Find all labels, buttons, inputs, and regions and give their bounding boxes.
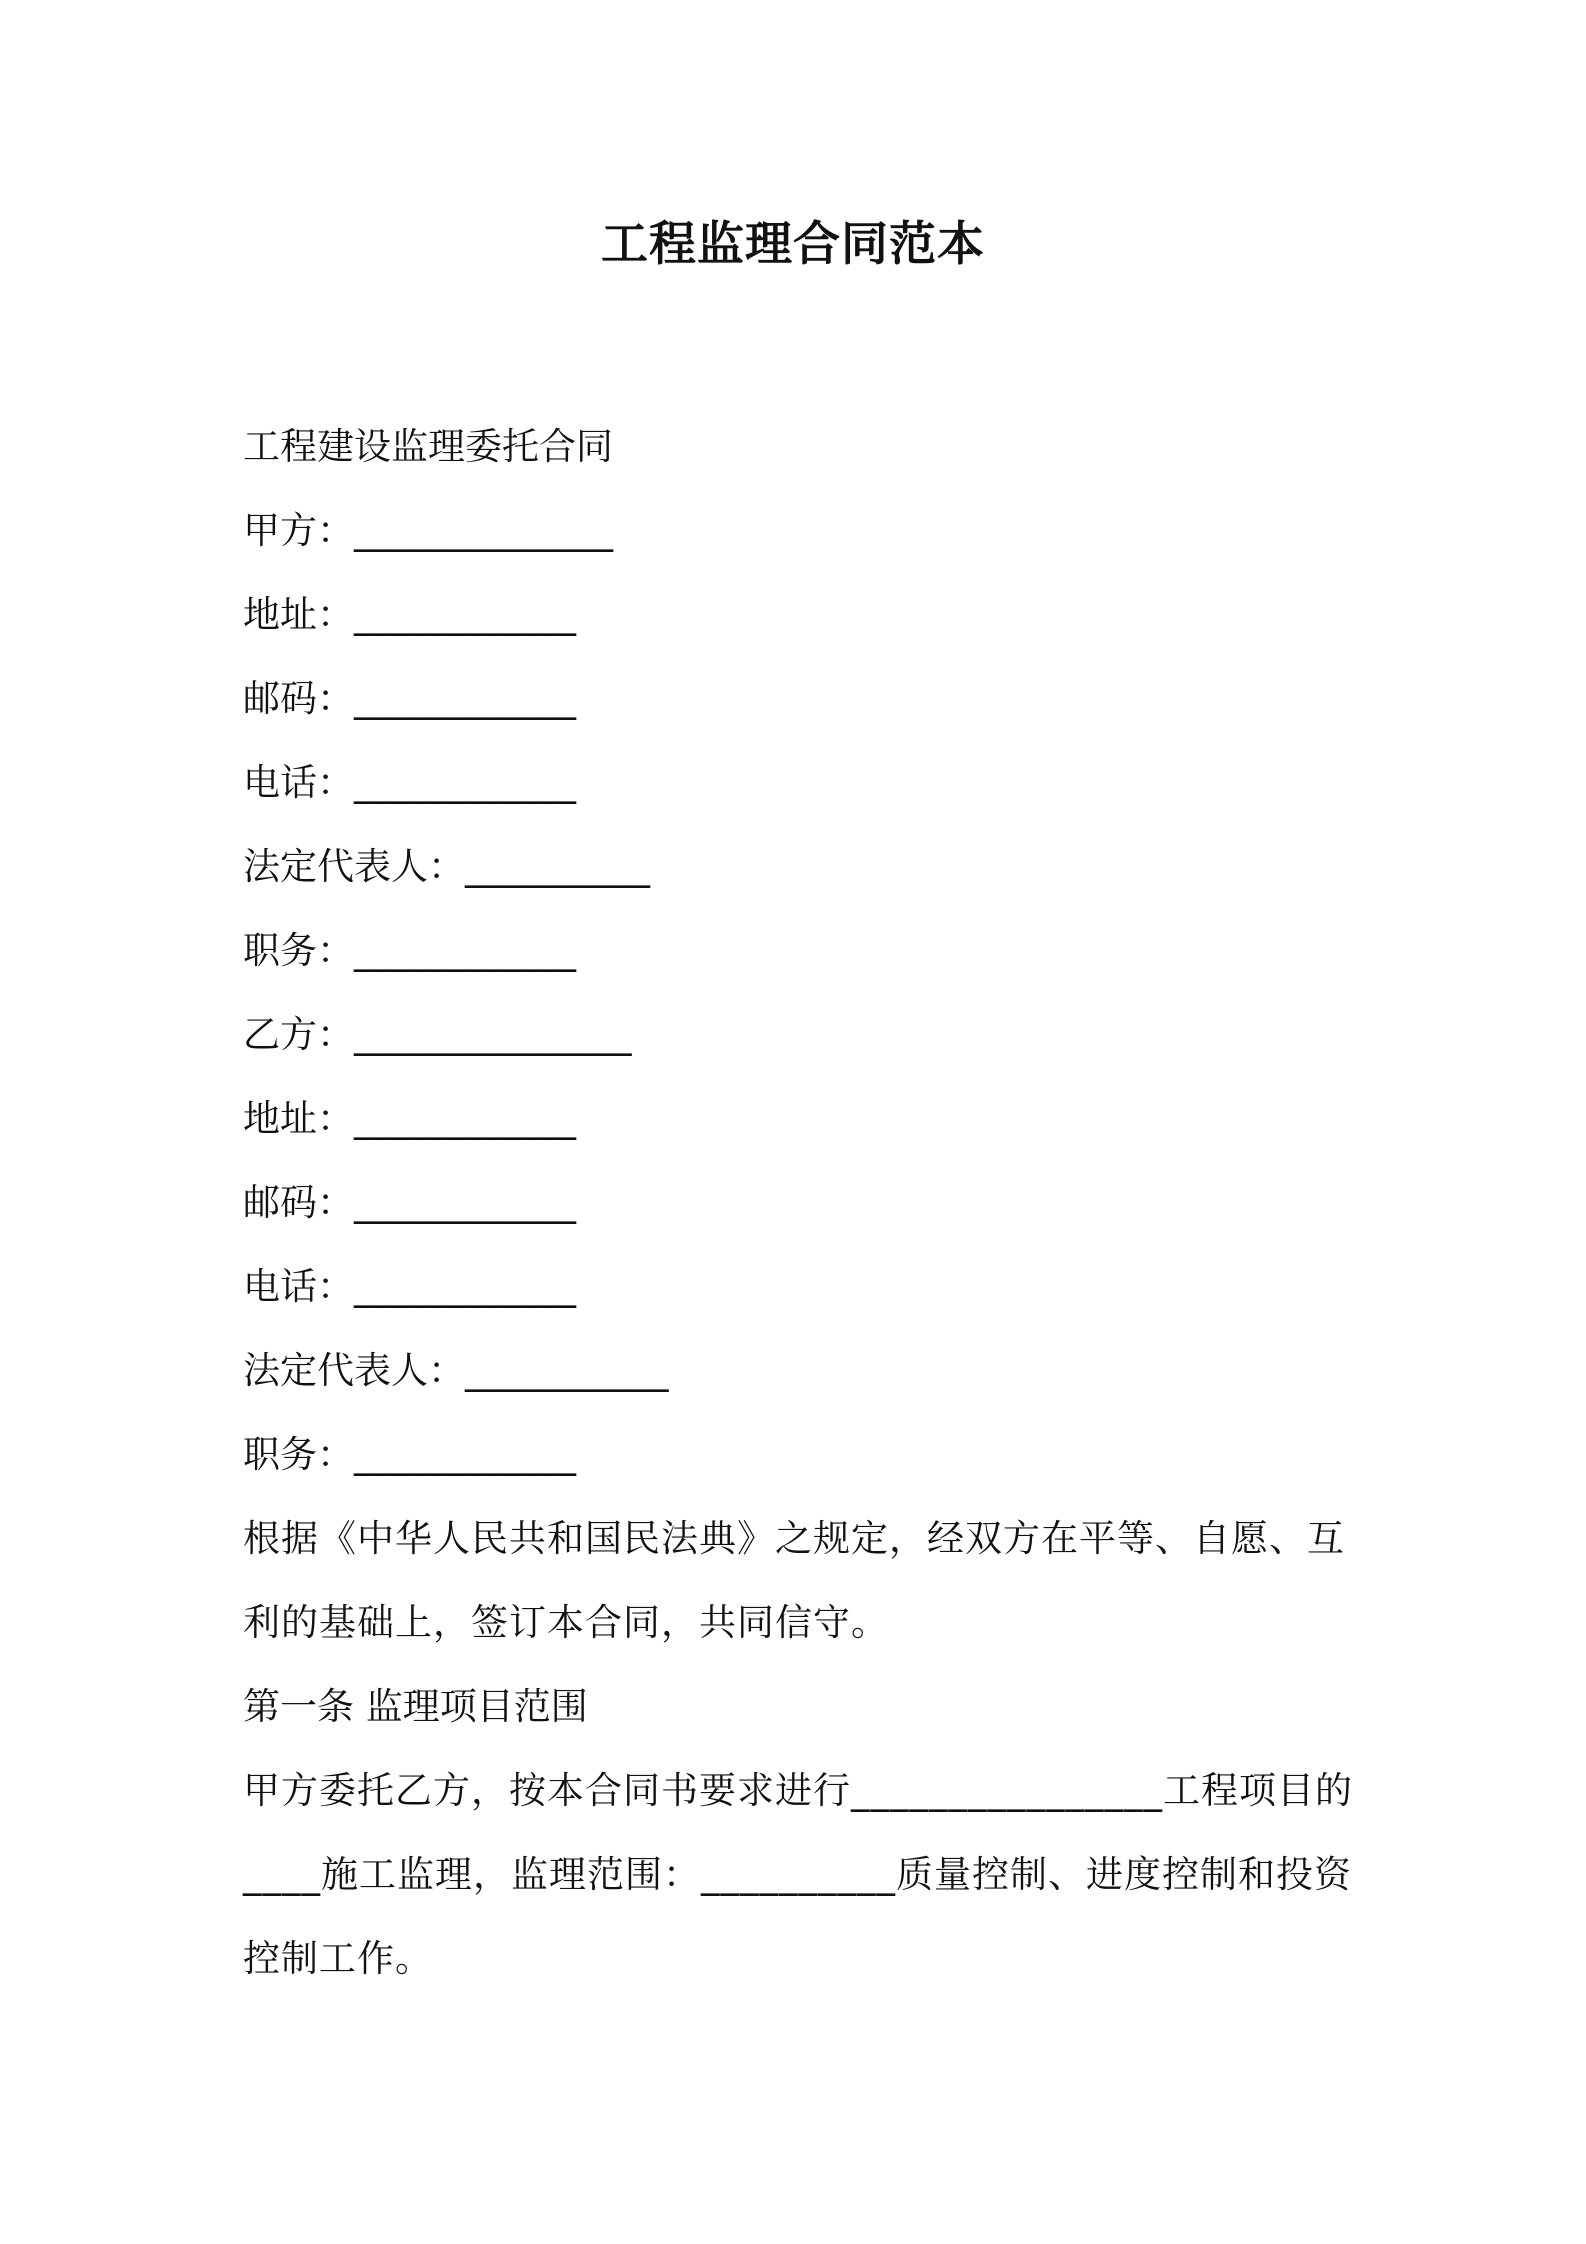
party-a-legal-rep-field: 法定代表人：__________ xyxy=(243,845,650,888)
article-1-heading: 第一条 监理项目范围 xyxy=(243,1685,588,1728)
party-b-address-field: 地址：____________ xyxy=(243,1097,576,1140)
party-a-address-field: 地址：____________ xyxy=(243,593,576,636)
document-body xyxy=(243,405,1363,2001)
party-b-phone-field: 电话：____________ xyxy=(243,1265,576,1308)
party-a-field: 甲方：______________ xyxy=(243,509,613,552)
party-a-postcode-field: 邮码：____________ xyxy=(243,677,576,720)
party-b-position-field: 职务：____________ xyxy=(243,1433,576,1476)
party-b-legal-rep-field: 法定代表人：___________ xyxy=(243,1349,669,1392)
article-1-paragraph: 甲方委托乙方，按本合同书要求进行________________工程项目的____施工监理，监理范围：__________质量控制、进度控制和投资控制工作。 xyxy=(243,1769,1353,1980)
party-a-position-field: 职务：____________ xyxy=(243,929,576,972)
party-a-phone-field: 电话：____________ xyxy=(243,761,576,804)
party-b-field: 乙方：_______________ xyxy=(243,1013,632,1056)
document-title: 工程监理合同范本 xyxy=(601,217,985,272)
preamble-paragraph: 根据《中华人民共和国民法典》之规定，经双方在平等、自愿、互利的基础上，签订本合同，共同信守。 xyxy=(243,1517,1345,1644)
contract-subtitle: 工程建设监理委托合同 xyxy=(243,425,613,468)
party-b-postcode-field: 邮码：____________ xyxy=(243,1181,576,1224)
